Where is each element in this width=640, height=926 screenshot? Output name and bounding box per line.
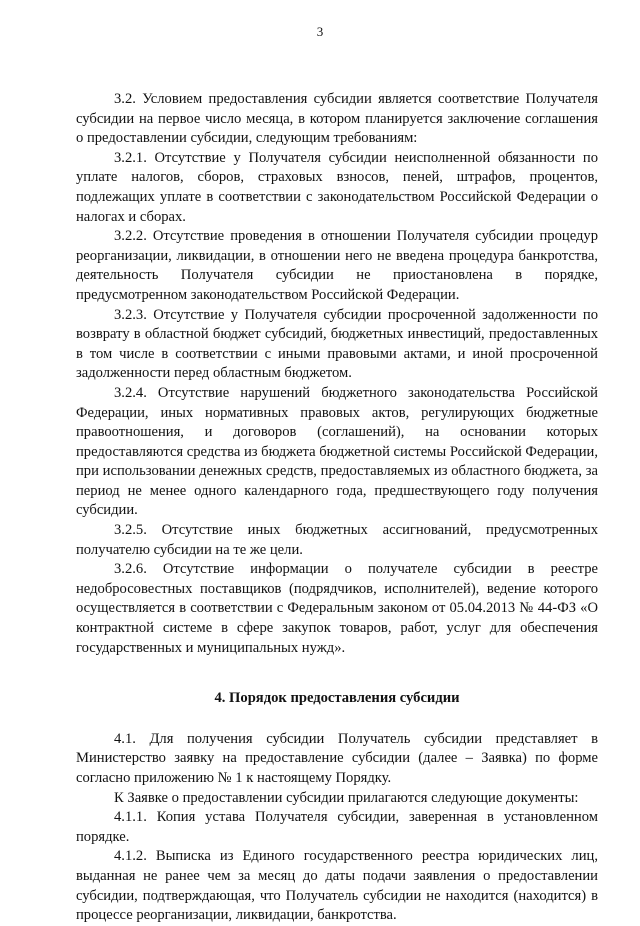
paragraph-4-1-1: 4.1.1. Копия устава Получателя субсидии, заверенная в установленном порядке. xyxy=(76,809,598,845)
page-number: 3 xyxy=(316,24,324,39)
paragraph-3-2: 3.2. Условием предоставления субсидии является соответствие Получателя субсидии на первое число месяца, в котором планируется заключение соглашения о предоставлении субсидии, следующим требованиям: xyxy=(76,91,598,147)
paragraph-3-2-5: 3.2.5. Отсутствие иных бюджетных ассигнований, предусмотренных получателю субсидии на те же цели. xyxy=(76,522,598,558)
section-4-heading: 4. Порядок предоставления субсидии xyxy=(214,690,460,707)
paragraph-3-2-6: 3.2.6. Отсутствие информации о получателе субсидии в реестре недобросовестных поставщиков (подрядчиков, исполнителей), ведение которого осуществляется в соответствии с Федеральным законом от 05.04.2013 № 44-ФЗ «О контрактной системе в сфере закупок товаров, работ, услуг для обеспечения государственных и муниципальных нужд». xyxy=(76,561,598,656)
paragraph-3-2-1: 3.2.1. Отсутствие у Получателя субсидии неисполненной обязанности по уплате налогов, сборов, страховых взносов, пеней, штрафов, процентов, подлежащих уплате в соответствии с законодательством Российской Федерации о налогах и сборах. xyxy=(76,149,598,225)
paragraph-3-2-4: 3.2.4. Отсутствие нарушений бюджетного законодательства Российской Федерации, иных нормативных правовых актов, регулирующих бюджетные правоотношения, и договоров (соглашений), на основании которых предоставляются средства из бюджета бюджетной системы Российской Федерации, при использовании денежных средств, предоставляемых из областного бюджета, за период не менее одного календарного года, предшествующего году получения субсидии. xyxy=(76,384,599,519)
paragraph-3-2-2: 3.2.2. Отсутствие проведения в отношении Получателя субсидии процедур реорганизации, ликвидации, в отношении него не введена процедура банкротства, деятельность Получателя субсидии не приостановлена в порядке, предусмотренном законодательством Российской Федерации. xyxy=(76,228,598,303)
document-body xyxy=(76,90,598,926)
paragraph-documents-intro: К Заявке о предоставлении субсидии прилагаются следующие документы: xyxy=(114,789,579,806)
paragraph-4-1-2: 4.1.2. Выписка из Единого государственного реестра юридических лиц, выданная не ранее чем за месяц до даты подачи заявления о предоставлении субсидии, подтверждающая, что Получатель субсидии не находится (находится) в процессе реорганизации, ликвидации, банкротства. xyxy=(76,848,598,924)
paragraph-3-2-3: 3.2.3. Отсутствие у Получателя субсидии просроченной задолженности по возврату в областной бюджет субсидий, бюджетных инвестиций, предоставленных в том числе в соответствии с иными правовыми актами, и иной просроченной задолженности перед областным бюджетом. xyxy=(76,306,598,382)
paragraph-4-1: 4.1. Для получения субсидии Получатель субсидии представляет в Министерство заявку на предоставление субсидии (далее – Заявка) по форме согласно приложению № 1 к настоящему Порядку. xyxy=(76,730,598,786)
